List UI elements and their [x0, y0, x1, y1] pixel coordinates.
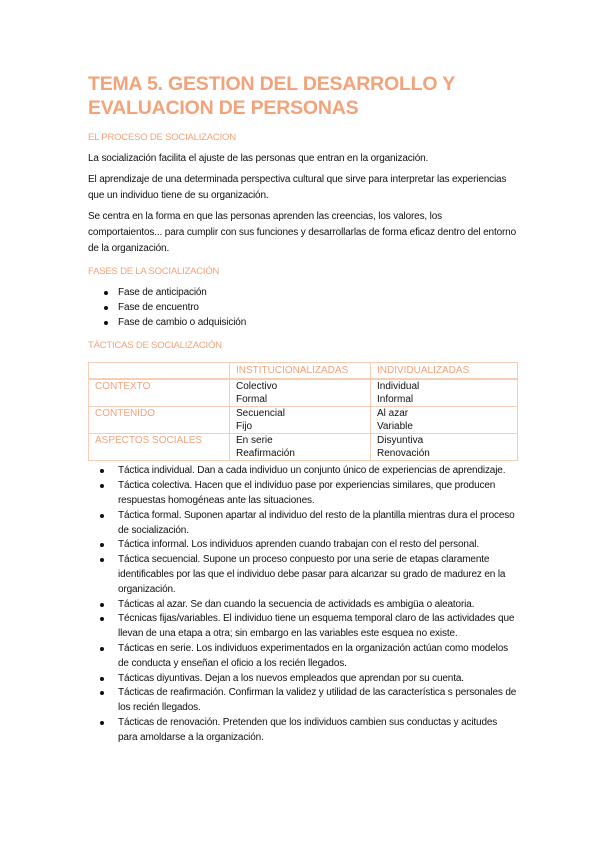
list-item: Fase de anticipación [88, 286, 518, 301]
list-item: Tácticas al azar. Se dan cuando la secuencia de actividads es ambigüa o aleatoria. [88, 598, 518, 613]
tacticas-table [88, 362, 518, 461]
row-label: CONTENIDO [89, 407, 230, 434]
list-item: Tácticas de renovación. Pretenden que los individuos cambien sus conductas y acitudes para amoldarse a la organización. [88, 716, 518, 746]
table-cell: Secuencial Fijo [230, 407, 371, 434]
table-row [89, 434, 518, 461]
list-item: Táctica individual. Dan a cada individuo un conjunto único de experiencias de aprendizaje. [88, 464, 518, 479]
list-item: Táctica secuencial. Supone un proceso conpuesto por una serie de etapas claramente identificables por las que el individuo debe pasar para alcanzar su grado de madurez en la organización. [88, 553, 518, 597]
list-item: Fase de encuentro [88, 301, 518, 316]
table-cell: Al azar Variable [371, 407, 518, 434]
table-header-cell: INDIVIDUALIZADAS [371, 363, 518, 380]
paragraph: Se centra en la forma en que las personas aprenden las creencias, los valores, los comportaientos... para cumplir con sus funciones y desarrollarlas de forma eficaz dentro del entorno de la organización. [88, 211, 517, 254]
row-label: CONTEXTO [89, 379, 230, 407]
title-line-1: TEMA 5. GESTION DEL DESARROLLO Y [88, 73, 456, 95]
table-header-cell: INSTITUCIONALIZADAS [230, 363, 371, 380]
row-label: ASPECTOS SOCIALES [89, 434, 230, 461]
table-row [89, 407, 518, 434]
table-cell: En serie Reafirmación [230, 434, 371, 461]
section-heading-fases: FASES DE LA SOCIALIZACIÓN [88, 266, 220, 277]
paragraph: El aprendizaje de una determinada perspectiva cultural que sirve para interpretar las experiencias que un individuo tiene de su organización. [88, 174, 507, 201]
table-cell: Individual Informal [371, 379, 518, 407]
page-title [88, 72, 518, 120]
fases-list [88, 286, 518, 330]
list-item: Táctica informal. Los individuos aprenden cuando trabajan con el resto del personal. [88, 538, 518, 553]
title-line-2: EVALUACION DE PERSONAS [88, 97, 359, 119]
list-item: Táctica formal. Suponen apartar al individuo del resto de la plantilla mientras dura el proceso de socialización. [88, 509, 518, 539]
table-cell: Disyuntiva Renovación [371, 434, 518, 461]
list-item: Tácticas en serie. Los individuos experimentados en la organización actúan como modelos de conducta y enseñan el oficio a los recién llegados. [88, 642, 518, 672]
table-cell: Colectivo Formal [230, 379, 371, 407]
table-header-row [89, 363, 518, 380]
table-header-cell [89, 363, 230, 380]
section-heading-proceso: EL PROCESO DE SOCIALIZACION [88, 132, 236, 143]
list-item: Tácticas diyuntivas. Dejan a los nuevos empleados que aprendan por su cuenta. [88, 672, 518, 687]
list-item: Táctica colectiva. Hacen que el individuo pase por experiencias similares, que producen respuestas homogéneas ante las situaciones. [88, 479, 518, 509]
list-item: Técnicas fijas/variables. El individuo tiene un esquema temporal claro de las actividades que llevan de una etapa a otra; sin embargo en las variables este esquea no existe. [88, 612, 518, 642]
document-page [88, 72, 518, 746]
section-heading-tacticas: TÁCTICAS DE SOCIALIZACIÓN [88, 340, 222, 352]
paragraph: La socialización facilita el ajuste de las personas que entran en la organización. [88, 153, 429, 164]
list-item: Fase de cambio o adquisición [88, 316, 518, 331]
tacticas-list [88, 464, 518, 745]
table-row [89, 379, 518, 407]
list-item: Tácticas de reafirmación. Confirman la validez y utilidad de las característica s personales de los recién llegados. [88, 686, 518, 716]
